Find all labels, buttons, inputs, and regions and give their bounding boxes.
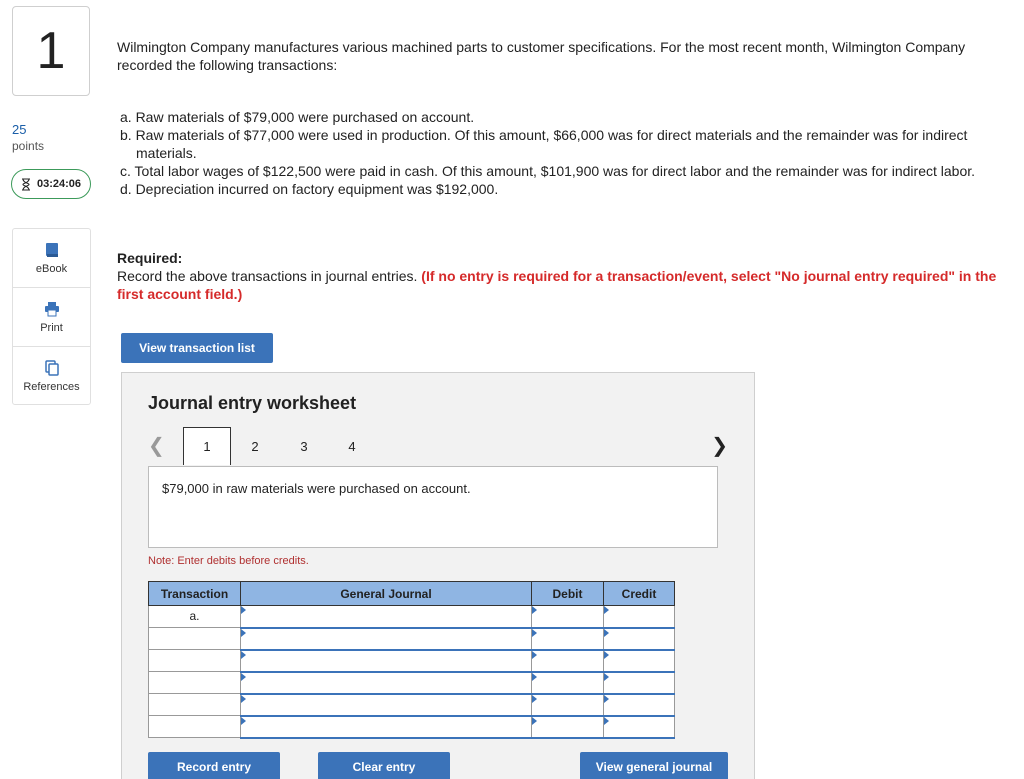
book-icon (44, 242, 60, 258)
transaction-cell (149, 650, 241, 672)
record-entry-button[interactable]: Record entry (148, 752, 280, 779)
col-debit: Debit (532, 582, 604, 606)
credit-input[interactable] (604, 716, 675, 738)
chevron-right-icon[interactable]: ❯ (711, 435, 728, 457)
col-credit: Credit (604, 582, 675, 606)
hourglass-icon (21, 178, 31, 191)
ebook-tool[interactable] (13, 229, 90, 288)
points-value: 25 (12, 122, 27, 137)
credit-input[interactable] (604, 628, 675, 650)
debit-input[interactable] (532, 694, 604, 716)
printer-icon (44, 301, 60, 317)
clear-entry-button[interactable]: Clear entry (318, 752, 450, 779)
print-label: Print (40, 321, 63, 334)
journal-table (148, 581, 675, 739)
journal-worksheet (121, 372, 755, 779)
transaction-d: d. Depreciation incurred on factory equipment was $192,000. (120, 181, 499, 197)
credit-input[interactable] (604, 606, 675, 628)
table-row (149, 716, 675, 738)
print-tool[interactable] (13, 288, 90, 347)
transaction-c: c. Total labor wages of $122,500 were paid in cash. Of this amount, $101,900 was for direct labor and the remainder was for indirect labor. (120, 163, 976, 179)
worksheet-note: Note: Enter debits before credits. (148, 555, 309, 567)
view-general-journal-button[interactable]: View general journal (580, 752, 728, 779)
timer-value: 03:24:06 (36, 178, 82, 190)
credit-input[interactable] (604, 650, 675, 672)
table-row (149, 694, 675, 716)
timer[interactable] (11, 169, 91, 199)
account-input[interactable] (241, 694, 532, 716)
transaction-a: a. Raw materials of $79,000 were purchased on account. (120, 109, 475, 125)
transaction-cell (149, 628, 241, 650)
credit-input[interactable] (604, 694, 675, 716)
account-input[interactable] (241, 716, 532, 738)
required-text: Record the above transactions in journal entries. (117, 268, 418, 284)
transaction-cell (149, 672, 241, 694)
table-row (149, 650, 675, 672)
ebook-label: eBook (35, 262, 68, 275)
account-input[interactable] (241, 606, 532, 628)
col-transaction: Transaction (149, 582, 241, 606)
transaction-cell (149, 716, 241, 738)
transaction-list (120, 108, 1010, 198)
debit-input[interactable] (532, 650, 604, 672)
table-row (149, 606, 675, 628)
page-tab-1[interactable]: 1 (183, 427, 231, 465)
account-input[interactable] (241, 650, 532, 672)
debit-input[interactable] (532, 716, 604, 738)
transaction-cell (149, 694, 241, 716)
references-label: References (23, 381, 80, 393)
account-input[interactable] (241, 672, 532, 694)
required-warning: (If no entry is required for a transaction/event, select "No journal entry required" in the first account field.) (117, 268, 997, 302)
transaction-b: b. Raw materials of $77,000 were used in production. Of this amount, $66,000 was for direct materials and the remainder was for indirect materials. (120, 127, 968, 161)
col-general-journal: General Journal (241, 582, 532, 606)
page-tab-3[interactable]: 3 (300, 438, 308, 454)
credit-input[interactable] (604, 672, 675, 694)
debit-input[interactable] (532, 672, 604, 694)
references-tool[interactable] (13, 347, 90, 406)
debit-input[interactable] (532, 628, 604, 650)
copy-icon (44, 360, 60, 376)
points-label: points (12, 139, 45, 153)
chevron-left-icon[interactable]: ❮ (148, 435, 165, 457)
view-transaction-list-button[interactable]: View transaction list (121, 333, 273, 363)
account-input[interactable] (241, 628, 532, 650)
transaction-cell: a. (149, 606, 241, 628)
required-title: Required: (117, 250, 183, 266)
table-row (149, 672, 675, 694)
page-tab-2[interactable]: 2 (251, 438, 259, 454)
transaction-description: $79,000 in raw materials were purchased on account. (148, 466, 718, 548)
debit-input[interactable] (532, 606, 604, 628)
problem-intro: Wilmington Company manufactures various machined parts to customer specifications. For the most recent month, Wilmington Company recorded the following transactions: (117, 39, 966, 73)
question-number: 1 (12, 6, 90, 96)
worksheet-title: Journal entry worksheet (148, 393, 357, 413)
required-section (117, 249, 1017, 303)
page-tab-4[interactable]: 4 (348, 438, 356, 454)
table-row (149, 628, 675, 650)
tools-panel (12, 228, 91, 405)
worksheet-pager (148, 427, 728, 467)
